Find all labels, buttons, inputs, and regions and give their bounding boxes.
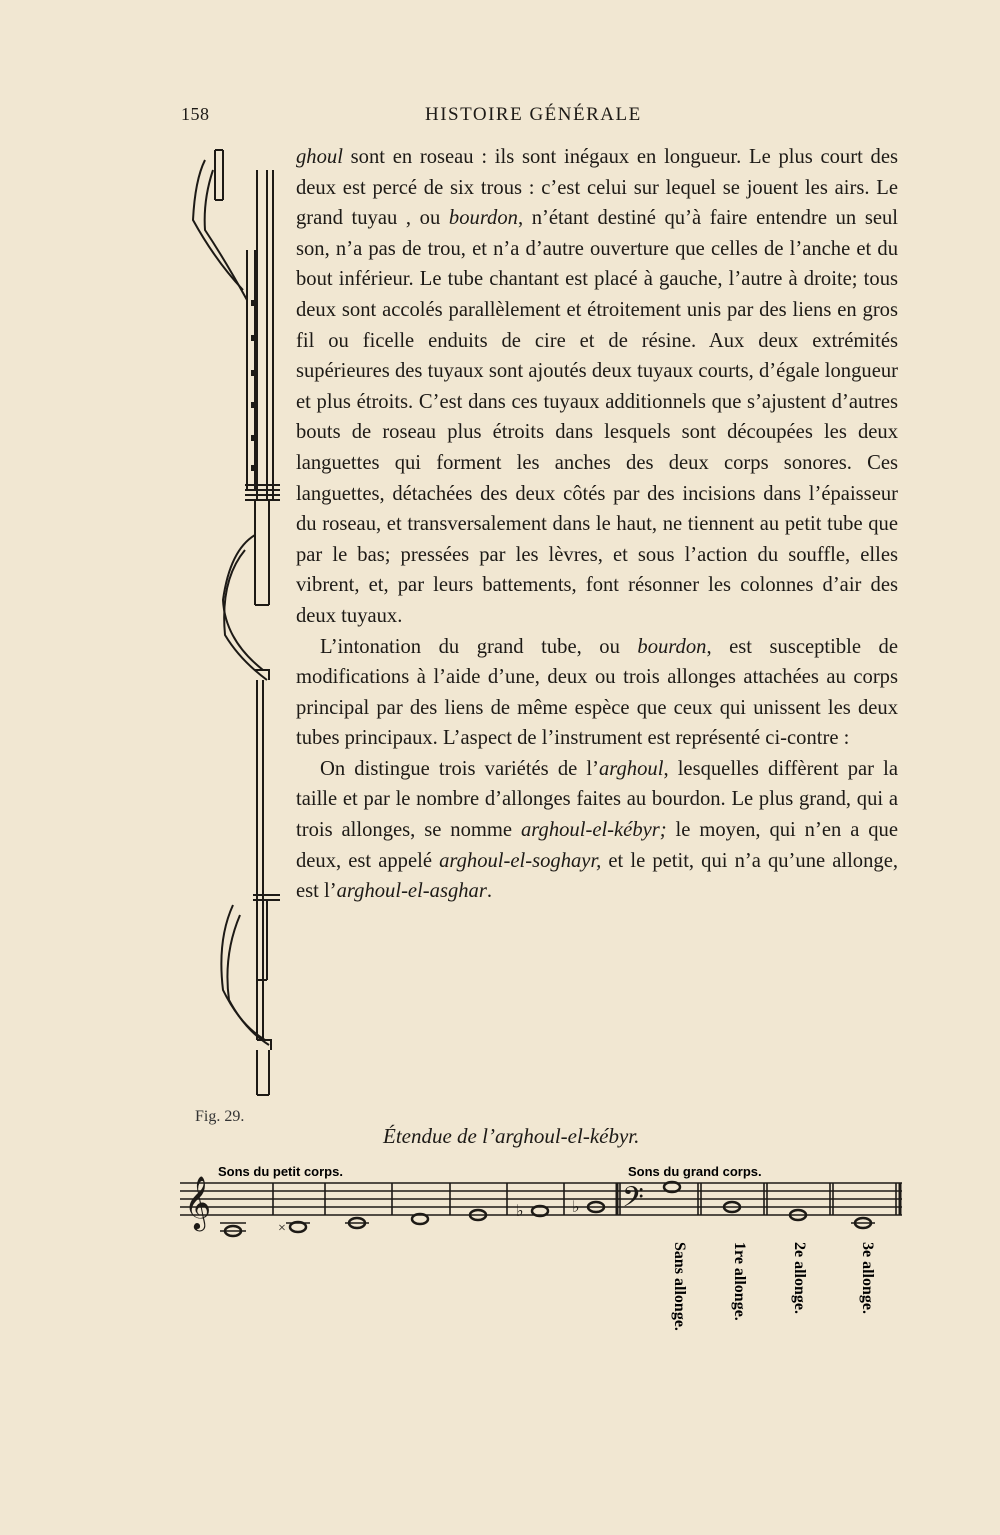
italic-term: ghoul: [296, 146, 343, 168]
allonge-label: 1re allonge.: [731, 1242, 748, 1321]
svg-text:♭: ♭: [516, 1203, 524, 1220]
italic-term: bourdon: [637, 635, 707, 658]
paragraph: [296, 754, 898, 907]
text-run: On distingue trois variétés de l’: [320, 757, 599, 780]
section-title: Étendue de l’arghoul-el-kébyr.: [383, 1124, 640, 1148]
running-title: HISTOIRE GÉNÉRALE: [425, 104, 642, 125]
treble-clef-icon: 𝄞: [184, 1177, 212, 1228]
italic-term: arghoul-el-soghayr,: [439, 849, 602, 872]
allonge-label: 3e allonge.: [859, 1242, 876, 1314]
label-large-body: Sons du grand corps.: [628, 1164, 762, 1179]
italic-term: arghoul: [598, 757, 664, 780]
text-run: .: [486, 880, 493, 903]
italic-term: bourdon: [448, 207, 518, 230]
paragraph: [296, 142, 898, 632]
text-run: sont en roseau : ils sont inégaux en longueur. Le plus court des deux est percé de six trous : c’est celui sur lequel se jouent les airs. Le grand tuyau , ou: [296, 146, 898, 230]
bass-clef-icon: 𝄢: [622, 1183, 644, 1220]
arghoul-illustration: [185, 140, 280, 1110]
svg-text:♭: ♭: [572, 1199, 580, 1216]
svg-text:×: ×: [278, 1221, 286, 1236]
finger-hole: [251, 300, 255, 306]
finger-hole: [251, 370, 255, 376]
page-number: 158: [181, 104, 210, 124]
text-run: le moyen, qui n’en a que deux, est appelé: [296, 819, 898, 872]
text-run: , est susceptible de modifications à l’aide d’une, deux ou trois allonges attachées au corps principal par des liens de même espèce que ceux qui unissent les deux tubes principaux. L’aspect de l’instrument est représenté ci-contre :: [296, 635, 898, 750]
allonge-label: 2e allonge.: [791, 1242, 808, 1314]
label-small-body: Sons du petit corps.: [218, 1164, 343, 1179]
body-text: [296, 142, 898, 907]
text-run: , n’étant destiné qu’à faire entendre un seul son, n’a pas de trou, et n’a d’autre ouverture que celles de l’anche et du bout inférieur. Le tube chantant est placé à gauche, l’autre à droite; tous deux sont accolés parallèlement et étroitement unis par des liens en gros fil ou ficelle enduits de cire et de résine. Aux deux extrémités supérieures des tuyaux sont ajoutés deux tuyaux courts, d’égale longueur et plus étroits. C’est dans ces tuyaux additionnels que s’ajustent d’autres bouts de roseau plus étroits dans lesquels sont découpées les deux languettes qui forment les anches des deux corps sonores. Ces languettes, détachées des deux côtés par des incisions dans l’épaisseur du roseau, et transversalement dans le haut, ne tiennent au petit tube que par le bas; pressées par les lèvres, et sous l’action du souffle, elles vibrent, et, par leurs battements, font résonner les colonnes d’air des deux tuyaux.: [296, 207, 898, 627]
text-run: L’intonation du grand tube, ou: [320, 635, 638, 658]
italic-term: arghoul-el-asghar: [336, 880, 487, 903]
notes: [220, 1182, 875, 1236]
music-staff-notation: [170, 1160, 910, 1380]
finger-hole: [251, 402, 255, 408]
allonge-label: Sans allonge.: [671, 1242, 688, 1331]
finger-hole: [251, 335, 255, 341]
text-run: et le petit, qui n’a qu’une allonge, est l’: [296, 849, 898, 903]
paragraph: [296, 632, 898, 754]
figure-caption: Fig. 29.: [195, 1108, 245, 1125]
italic-term: arghoul-el-kébyr;: [521, 819, 667, 842]
finger-hole: [251, 435, 255, 441]
text-run: , lesquelles diffèrent par la taille et par le nombre d’allonges faites au bourdon. Le plus grand, qui a trois allonges, se nomme: [296, 757, 898, 842]
finger-hole: [251, 465, 255, 471]
